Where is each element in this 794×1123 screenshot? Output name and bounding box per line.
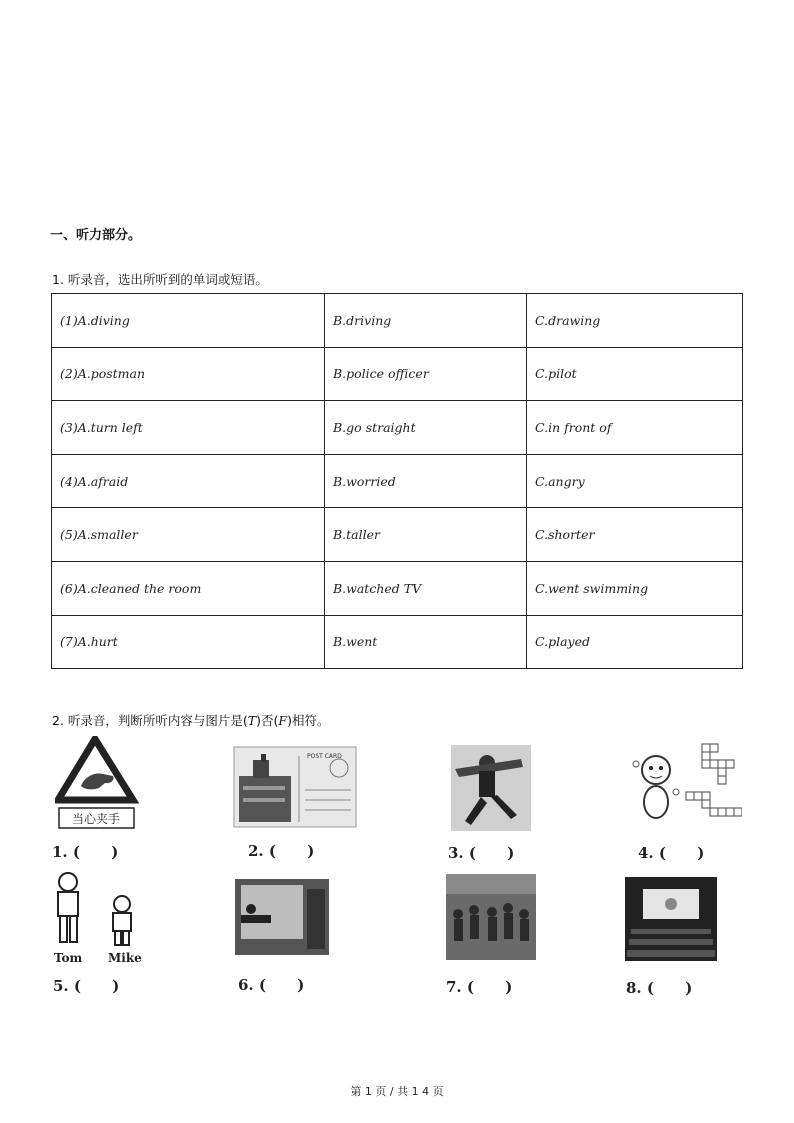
- options-row: [52, 561, 743, 615]
- picture-5-tom-and-mike: [50, 870, 144, 968]
- option-cell: B.watched TV: [325, 561, 527, 615]
- picture-3-running-man: [451, 745, 531, 831]
- option-cell: C.went swimming: [527, 561, 743, 615]
- option-cell: (5)A.smaller: [52, 508, 325, 562]
- svg-text:POST CARD: POST CARD: [307, 753, 342, 760]
- section-title: 一、听力部分。: [50, 228, 142, 243]
- option-cell: (4)A.afraid: [52, 454, 325, 508]
- options-row: [52, 294, 743, 348]
- option-cell: B.go straight: [325, 401, 527, 455]
- picture-1-warning-sign: [55, 736, 139, 832]
- name-mike: Mike: [108, 951, 142, 965]
- question-2-title: 2. 听录音，判断所听内容与图片是(T)否(F)相符。: [52, 713, 330, 728]
- option-cell: (7)A.hurt: [52, 615, 325, 669]
- caption-3: 3. ( ): [448, 844, 515, 862]
- options-row: [52, 508, 743, 562]
- option-cell: C.angry: [527, 454, 743, 508]
- option-cell: (2)A.postman: [52, 347, 325, 401]
- caption-4: 4. ( ): [638, 844, 705, 862]
- option-cell: B.worried: [325, 454, 527, 508]
- options-table: [51, 293, 743, 669]
- option-cell: (6)A.cleaned the room: [52, 561, 325, 615]
- picture-2-postcard: [233, 746, 357, 828]
- option-cell: B.driving: [325, 294, 527, 348]
- name-tom: Tom: [54, 951, 83, 965]
- options-row: [52, 347, 743, 401]
- option-cell: C.drawing: [527, 294, 743, 348]
- picture-7-people: [446, 874, 536, 960]
- option-cell: C.shorter: [527, 508, 743, 562]
- option-cell: C.in front of: [527, 401, 743, 455]
- option-cell: C.pilot: [527, 347, 743, 401]
- option-cell: B.police officer: [325, 347, 527, 401]
- caption-5: 5. ( ): [53, 977, 120, 995]
- caption-1: 1. ( ): [52, 843, 119, 861]
- options-row: [52, 401, 743, 455]
- picture-8-cinema: [625, 877, 717, 961]
- options-row: [52, 454, 743, 508]
- option-cell: (3)A.turn left: [52, 401, 325, 455]
- page-footer: 第 1 页 / 共 1 4 页: [350, 1085, 444, 1098]
- options-row: [52, 615, 743, 669]
- sign-label: 当心夹手: [71, 812, 121, 826]
- option-cell: C.played: [527, 615, 743, 669]
- picture-4-cartoon-crossword: [628, 742, 742, 832]
- option-cell: B.taller: [325, 508, 527, 562]
- picture-6-room: [235, 879, 329, 955]
- caption-6: 6. ( ): [238, 976, 305, 994]
- option-cell: B.went: [325, 615, 527, 669]
- question-1-title: 1. 听录音，选出所听到的单词或短语。: [52, 272, 268, 287]
- caption-8: 8. ( ): [626, 979, 693, 997]
- caption-2: 2. ( ): [248, 842, 315, 860]
- caption-7: 7. ( ): [446, 978, 513, 996]
- option-cell: (1)A.diving: [52, 294, 325, 348]
